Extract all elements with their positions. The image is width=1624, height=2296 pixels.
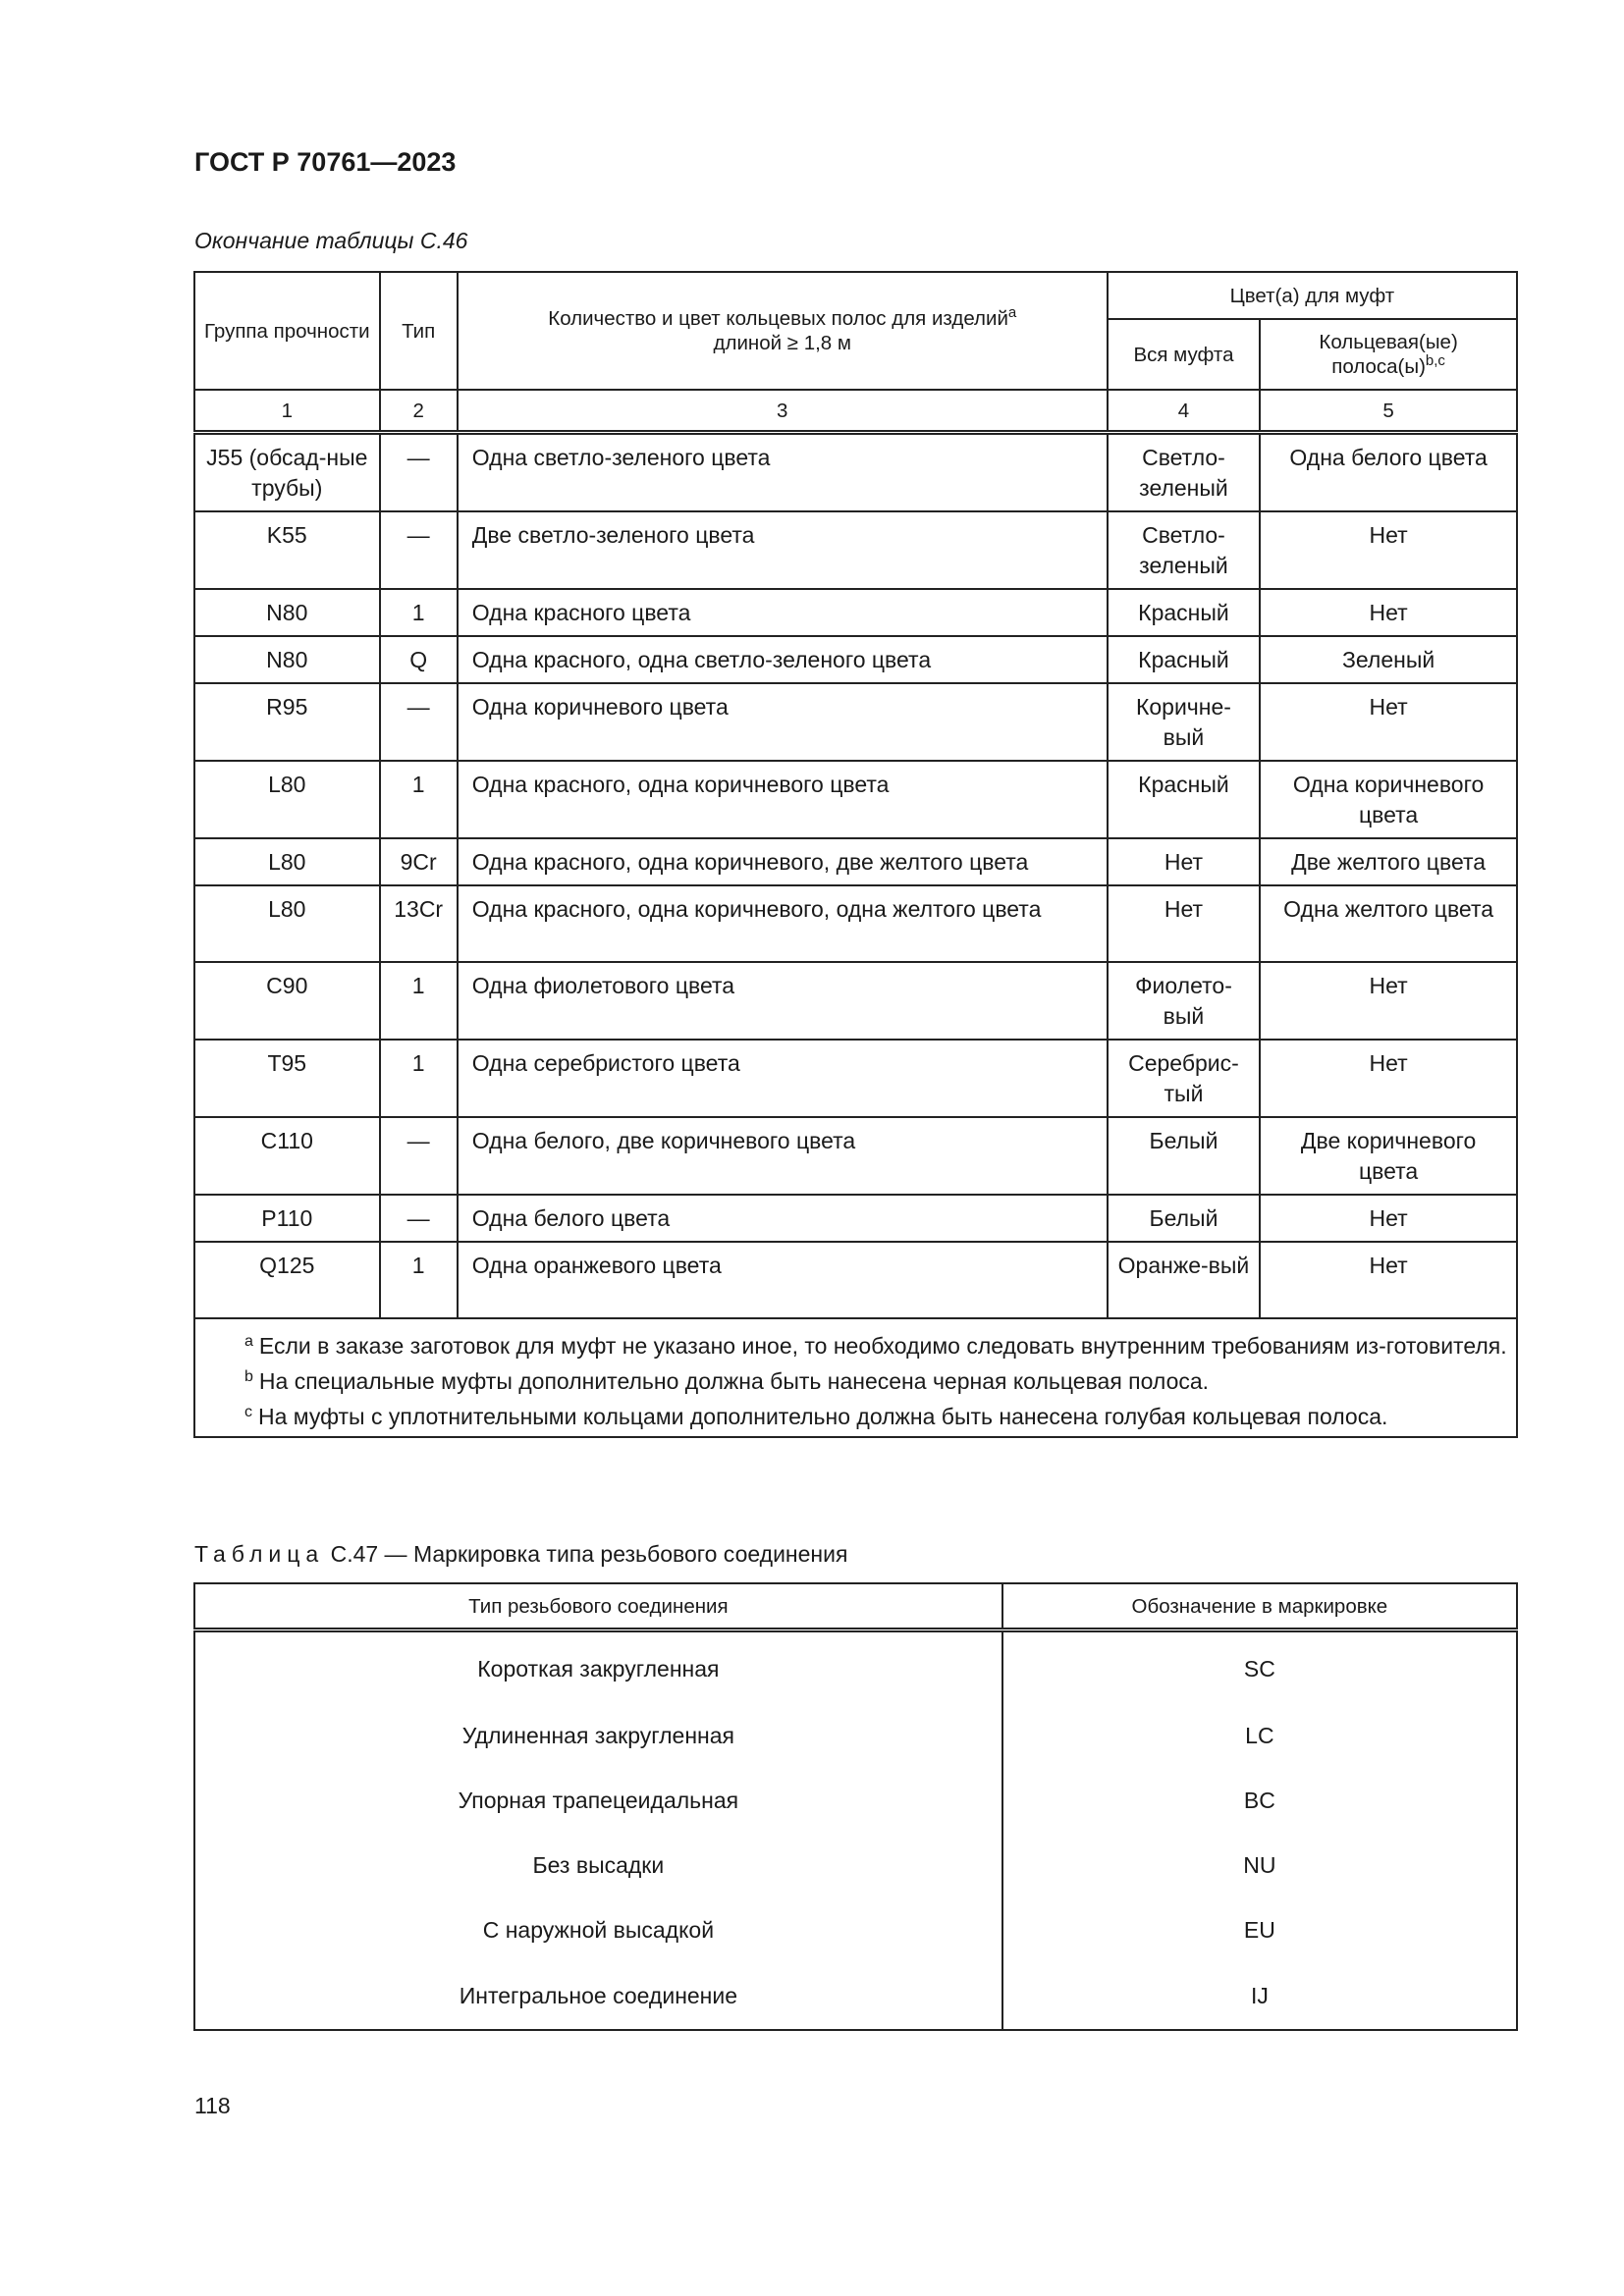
cell-stripes: Одна серебристого цвета <box>458 1040 1108 1117</box>
table-row <box>194 1040 1517 1117</box>
header-designation: Обозначение в маркировке <box>1002 1583 1517 1630</box>
table-c47-caption: Таблица С.47 — Маркировка типа резьбового соединения <box>194 1541 848 1567</box>
cell-whole-coupling: Нет <box>1108 885 1260 962</box>
cell-type: 9Cr <box>380 838 458 885</box>
cell-strength-group: L80 <box>194 885 380 962</box>
footnote-marker: b <box>244 1368 253 1385</box>
cell-stripes: Две светло-зеленого цвета <box>458 511 1108 589</box>
header-coupling-colors: Цвет(а) для муфт <box>1108 272 1517 319</box>
cell-stripes: Одна коричневого цвета <box>458 683 1108 761</box>
footnote-text: На специальные муфты дополнительно должна быть нанесена черная кольцевая полоса. <box>258 1368 1210 1394</box>
cell-whole-coupling: Красный <box>1108 761 1260 838</box>
cell-whole-coupling: Светло-зеленый <box>1108 511 1260 589</box>
cell-type: — <box>380 683 458 761</box>
table-row <box>194 1242 1517 1318</box>
cell-whole-coupling: Оранже-вый <box>1108 1242 1260 1318</box>
table-row <box>194 1833 1517 1897</box>
table-row <box>194 511 1517 589</box>
page-number: 118 <box>194 2093 231 2118</box>
table-row <box>194 838 1517 885</box>
cell-thread-type: Удлиненная закругленная <box>194 1703 1002 1768</box>
footnote-text: Если в заказе заготовок для муфт не указано иное, то необходимо следовать внутренним требованиям из-готовителя. <box>258 1333 1507 1359</box>
column-number: 2 <box>380 390 458 433</box>
cell-stripes: Одна красного, одна коричневого, одна желтого цвета <box>458 885 1108 962</box>
table-continuation-caption: Окончание таблицы С.46 <box>194 228 468 253</box>
cell-whole-coupling: Белый <box>1108 1117 1260 1195</box>
cell-strength-group: R95 <box>194 683 380 761</box>
table-row <box>194 1962 1517 2030</box>
cell-ring-stripes: Нет <box>1260 1242 1517 1318</box>
table-row <box>194 636 1517 683</box>
table-row <box>194 1117 1517 1195</box>
cell-ring-stripes: Две желтого цвета <box>1260 838 1517 885</box>
cell-whole-coupling: Белый <box>1108 1195 1260 1242</box>
cell-ring-stripes: Нет <box>1260 1040 1517 1117</box>
table-c46-body <box>194 433 1517 1319</box>
cell-ring-stripes: Нет <box>1260 589 1517 636</box>
table-c47 <box>193 1582 1518 2031</box>
table-row <box>194 761 1517 838</box>
cell-stripes: Одна красного цвета <box>458 589 1108 636</box>
document-header: ГОСТ Р 70761—2023 <box>194 147 457 177</box>
cell-whole-coupling: Фиолето-вый <box>1108 962 1260 1040</box>
cell-stripes: Одна белого цвета <box>458 1195 1108 1242</box>
cell-thread-type: С наружной высадкой <box>194 1897 1002 1962</box>
cell-thread-type: Короткая закругленная <box>194 1630 1002 1704</box>
table-row <box>194 885 1517 962</box>
cell-type: 13Cr <box>380 885 458 962</box>
table-row <box>194 1897 1517 1962</box>
cell-whole-coupling: Светло-зеленый <box>1108 433 1260 512</box>
cell-type: — <box>380 1195 458 1242</box>
table-row <box>194 1630 1517 1704</box>
table-row <box>194 589 1517 636</box>
cell-strength-group: C90 <box>194 962 380 1040</box>
cell-strength-group: N80 <box>194 636 380 683</box>
footnote <box>203 1397 1508 1432</box>
cell-ring-stripes: Нет <box>1260 511 1517 589</box>
cell-thread-type: Без высадки <box>194 1833 1002 1897</box>
cell-type: Q <box>380 636 458 683</box>
cell-designation: SC <box>1002 1630 1517 1704</box>
cell-stripes: Одна красного, одна светло-зеленого цвета <box>458 636 1108 683</box>
cell-ring-stripes: Нет <box>1260 962 1517 1040</box>
cell-strength-group: J55 (обсад-ные трубы) <box>194 433 380 512</box>
cell-ring-stripes: Одна белого цвета <box>1260 433 1517 512</box>
footnote-marker: a <box>244 1333 253 1350</box>
cell-type: — <box>380 433 458 512</box>
cell-ring-stripes: Две коричневого цвета <box>1260 1117 1517 1195</box>
table-row <box>194 1768 1517 1833</box>
table-footnotes <box>194 1318 1517 1437</box>
footnote <box>203 1326 1508 1362</box>
cell-stripes: Одна красного, одна коричневого, две желтого цвета <box>458 838 1108 885</box>
column-number: 5 <box>1260 390 1517 433</box>
cell-whole-coupling: Серебрис-тый <box>1108 1040 1260 1117</box>
cell-type: 1 <box>380 1040 458 1117</box>
cell-strength-group: K55 <box>194 511 380 589</box>
cell-strength-group: P110 <box>194 1195 380 1242</box>
header-whole-coupling: Вся муфта <box>1108 319 1260 390</box>
table-row <box>194 433 1517 512</box>
cell-stripes: Одна светло-зеленого цвета <box>458 433 1108 512</box>
cell-designation: EU <box>1002 1897 1517 1962</box>
cell-thread-type: Интегральное соединение <box>194 1962 1002 2030</box>
cell-stripes: Одна белого, две коричневого цвета <box>458 1117 1108 1195</box>
table-row <box>194 1703 1517 1768</box>
cell-designation: IJ <box>1002 1962 1517 2030</box>
cell-type: — <box>380 1117 458 1195</box>
cell-strength-group: Q125 <box>194 1242 380 1318</box>
cell-type: 1 <box>380 589 458 636</box>
cell-ring-stripes: Нет <box>1260 1195 1517 1242</box>
cell-type: — <box>380 511 458 589</box>
header-stripes: Количество и цвет кольцевых полос для изделий$^a$ длиной ≥ 1,8 м <box>458 272 1108 390</box>
cell-whole-coupling: Красный <box>1108 636 1260 683</box>
header-type: Тип <box>380 272 458 390</box>
cell-strength-group: T95 <box>194 1040 380 1117</box>
column-number-row <box>194 390 1517 433</box>
table-row <box>194 1195 1517 1242</box>
cell-strength-group: C110 <box>194 1117 380 1195</box>
cell-type: 1 <box>380 1242 458 1318</box>
cell-stripes: Одна красного, одна коричневого цвета <box>458 761 1108 838</box>
table-c46 <box>193 271 1518 1438</box>
header-ring-stripes: Кольцевая(ые) $полоса(ы)^{b,c}$ <box>1260 319 1517 390</box>
header-thread-type: Тип резьбового соединения <box>194 1583 1002 1630</box>
footnote-text: На муфты с уплотнительными кольцами дополнительно должна быть нанесена голубая кольцевая полоса. <box>258 1404 1388 1429</box>
cell-strength-group: L80 <box>194 838 380 885</box>
cell-thread-type: Упорная трапецеидальная <box>194 1768 1002 1833</box>
column-number: 4 <box>1108 390 1260 433</box>
cell-designation: LC <box>1002 1703 1517 1768</box>
column-number: 3 <box>458 390 1108 433</box>
cell-whole-coupling: Нет <box>1108 838 1260 885</box>
cell-stripes: Одна оранжевого цвета <box>458 1242 1108 1318</box>
cell-strength-group: N80 <box>194 589 380 636</box>
cell-stripes: Одна фиолетового цвета <box>458 962 1108 1040</box>
cell-strength-group: L80 <box>194 761 380 838</box>
cell-designation: BC <box>1002 1768 1517 1833</box>
cell-type: 1 <box>380 962 458 1040</box>
cell-ring-stripes: Одна желтого цвета <box>1260 885 1517 962</box>
header-strength-group: Группа прочности <box>194 272 380 390</box>
cell-type: 1 <box>380 761 458 838</box>
table-c47-body <box>194 1630 1517 2031</box>
cell-ring-stripes: Зеленый <box>1260 636 1517 683</box>
column-number: 1 <box>194 390 380 433</box>
cell-ring-stripes: Одна коричневого цвета <box>1260 761 1517 838</box>
cell-designation: NU <box>1002 1833 1517 1897</box>
footnote <box>203 1362 1508 1397</box>
cell-whole-coupling: Красный <box>1108 589 1260 636</box>
table-row <box>194 683 1517 761</box>
footnote-marker: c <box>244 1404 252 1420</box>
table-row <box>194 962 1517 1040</box>
cell-ring-stripes: Нет <box>1260 683 1517 761</box>
cell-whole-coupling: Коричне-вый <box>1108 683 1260 761</box>
